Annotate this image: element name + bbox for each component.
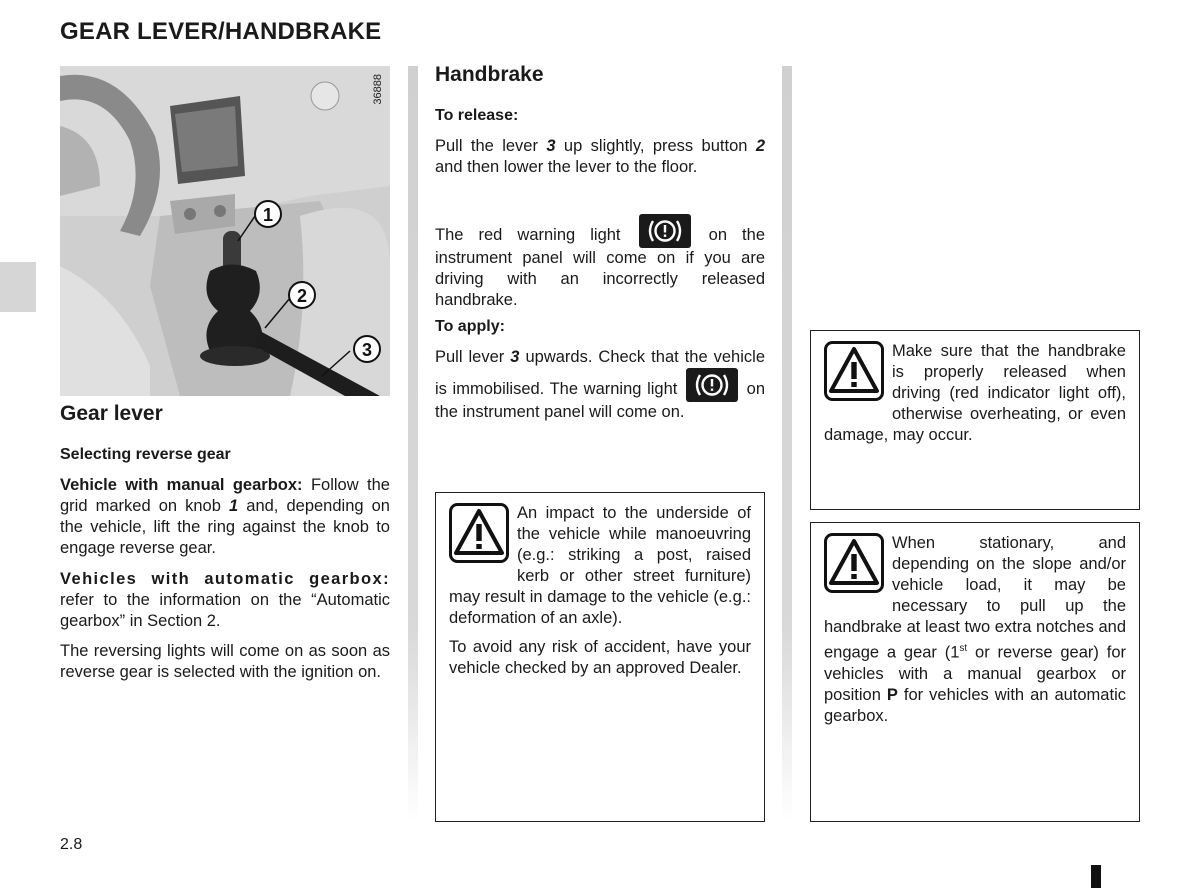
stationary-warning-box [810,522,1140,822]
red-light-text-1: The red warning light [435,226,636,244]
reverse-gear-subheading: Selecting reverse gear [60,446,231,463]
automatic-gearbox-text: refer to the information on the “Automatic gearbox” in Section 2. [60,591,390,630]
release-warning-text: Make sure that the handbrake is properly released when driving (red indicator light off), otherwise overheating, or even damage, may occur. [824,342,1126,444]
column-divider-left [408,66,418,820]
button-number: 2 [755,137,765,155]
automatic-gearbox-lead: Vehicles with automatic gearbox: [60,570,390,588]
page-edge-mark [1091,865,1101,888]
page-number: 2.8 [60,836,83,853]
svg-text:3: 3 [361,340,373,360]
stationary-text-1: When stationary, and depending on the slope and/or vehicle load, it may be necessary to pull up the handbrake at least two extra notches and engage a gear (1 [824,534,1126,662]
automatic-gearbox-paragraph [60,569,390,632]
figure-code: 36888 [372,74,384,105]
red-warning-light-paragraph [435,214,765,311]
warning-triangle-icon [824,341,884,406]
impact-advice-text: To avoid any risk of accident, have your vehicle checked by an approved Dealer. [449,638,751,677]
ordinal-suffix: st [959,643,968,654]
apply-text-3: on the instrument panel will come on. [435,380,766,421]
manual-text-1: Follow the grid marked on knob [60,476,390,515]
apply-lever-number: 3 [510,348,520,366]
column-divider-right [782,66,792,820]
release-paragraph [435,136,765,178]
manual-gearbox-lead: Vehicle with manual gearbox: [60,476,303,494]
reversing-lights-paragraph: The reversing lights will come on as soon as reverse gear is selected with the ignition on. [60,642,390,681]
knob-number: 1 [229,497,239,515]
release-text-3: and then lower the lever to the floor. [435,158,698,176]
warning-triangle-icon [824,533,884,598]
handbrake-warning-icon [686,368,738,402]
page-title: GEAR LEVER/HANDBRAKE [60,18,382,45]
stationary-text-3: for vehicles with an automatic gearbox. [824,685,1126,725]
callout-1 [255,201,281,227]
callout-3 [354,336,380,362]
impact-warning-text: An impact to the underside of the vehicle while manoeuvring (e.g.: striking a post, raised kerb or other street furniture) may result in damage to the vehicle (e.g.: deformation of an axle). [449,504,751,627]
lever-number: 3 [546,137,556,155]
release-warning-box [810,330,1140,510]
manual-gearbox-paragraph [60,475,390,559]
svg-text:1: 1 [262,205,274,225]
callout-2 [289,282,315,308]
apply-text-1: Pull lever [435,348,511,366]
release-text-2: up slightly, press button [555,137,756,155]
position-p: P [886,685,898,704]
car-interior-illustration [60,66,390,396]
warning-triangle-icon [449,503,509,568]
manual-text-2: and, depending on the vehicle, lift the ring against the knob to engage reverse gear. [60,497,390,557]
handbrake-warning-icon [639,214,691,248]
apply-paragraph [435,347,765,423]
section-tab-marker [0,262,36,312]
to-release-subheading: To release: [435,107,519,124]
to-apply-subheading: To apply: [435,318,505,335]
svg-text:2: 2 [296,286,308,306]
handbrake-heading: Handbrake [435,63,544,86]
release-text-1: Pull the lever [435,137,547,155]
impact-warning-box [435,492,765,822]
red-light-text-2: on the instrument panel will come on if you are driving with an incorrectly released handbrake. [435,226,765,309]
gear-lever-heading: Gear lever [60,402,163,425]
apply-text-2: upwards. Check that the vehicle is immobilised. The warning light [435,348,765,398]
gear-lever-figure [60,66,390,396]
stationary-text-2: or reverse gear) for vehicles with a manual gearbox or position [824,643,1126,704]
